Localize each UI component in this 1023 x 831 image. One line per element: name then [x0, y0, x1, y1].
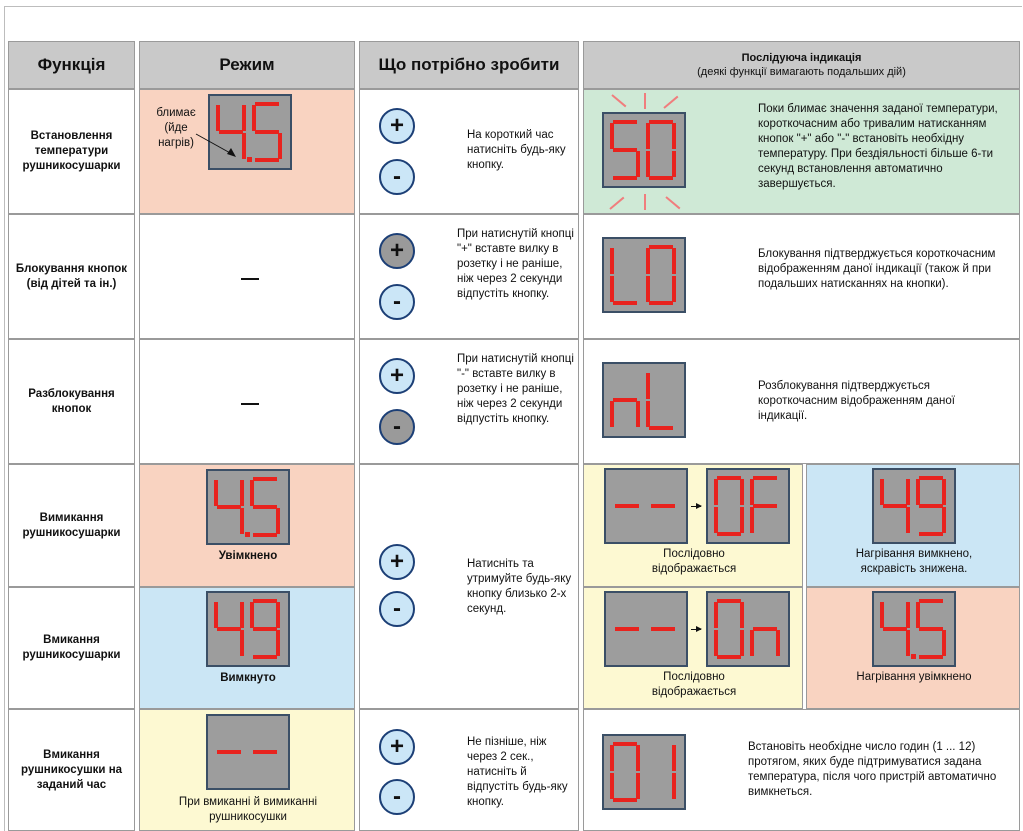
row5-seq-label: Послідовно відображається — [651, 671, 737, 698]
header-mode — [139, 41, 355, 89]
row2-indication-display — [602, 237, 686, 313]
row1-action-text: На короткий час натисніть будь-яку кнопку. — [467, 129, 566, 171]
header-indication-title: Послідуюча індикація — [741, 52, 862, 64]
row2-action-text: При натиснутій кнопці "+" вставте вилку в розетку і не раніше, ніж через 2 секунди відпустіть кнопку. — [457, 228, 574, 300]
row4-result-display — [872, 468, 956, 544]
row5-mode-display — [206, 591, 290, 667]
page-frame-left — [4, 6, 5, 831]
minus-button[interactable]: - — [379, 159, 415, 195]
row6-indication-display — [602, 734, 686, 810]
flash-ray — [611, 94, 626, 107]
row6-indication — [583, 709, 1020, 831]
plus-button[interactable]: + — [379, 233, 415, 269]
row3-mode — [139, 339, 355, 464]
row2-mode-dash — [241, 278, 259, 280]
row3-mode-dash — [241, 403, 259, 405]
row4-indication-result — [806, 464, 1020, 587]
row4-result-display-digits — [874, 470, 954, 542]
row5-function-label: Вмикання рушникосушарки — [22, 634, 121, 661]
row5-seq-display-b-digits — [708, 593, 788, 665]
page-frame-top — [4, 6, 1022, 7]
flash-ray — [663, 96, 678, 109]
row3-action-text: При натиснутій кнопці "-" вставте вилку в розетку і не раніше, ніж через 2 секунди відпустіть кнопку. — [457, 353, 574, 425]
header-indication-subtitle: (деякі функції вимагають подальших дій) — [697, 66, 906, 78]
row5-seq-arrow — [691, 629, 701, 630]
decimal-point — [911, 654, 916, 659]
row4-seq-arrow — [691, 506, 701, 507]
row4-seq-display-a — [604, 468, 688, 544]
row4-mode — [139, 464, 355, 587]
flash-ray — [644, 93, 646, 109]
header-indication — [583, 41, 1020, 89]
row3-function-label: Разблокування кнопок — [28, 387, 115, 415]
row6-mode-display-digits — [208, 716, 288, 788]
row5-seq-display-a-digits — [606, 593, 686, 665]
row3-indication-text: Розблокування підтверджується короткочасним відображенням даної індикації. — [758, 380, 955, 422]
row5-mode-label: Вимкнуто — [220, 672, 276, 684]
row1-indication-display-digits — [604, 114, 684, 186]
row4-function — [8, 464, 135, 587]
row1-mode-label: блимає (йде нагрів) — [156, 107, 196, 149]
row6-indication-display-digits — [604, 736, 684, 808]
row3-indication — [583, 339, 1020, 464]
row4-mode-display — [206, 469, 290, 545]
row1-indication — [583, 89, 1020, 214]
header-action — [359, 41, 579, 89]
row4-mode-display-digits — [208, 471, 288, 543]
row5-function — [8, 587, 135, 709]
row5-mode — [139, 587, 355, 709]
row2-function-label: Блокування кнопок (від дітей та ін.) — [15, 262, 128, 290]
row1-mode-display — [208, 94, 292, 170]
minus-button[interactable]: - — [379, 591, 415, 627]
plus-button[interactable]: + — [379, 108, 415, 144]
header-action-label: Що потрібно зробити — [378, 55, 560, 74]
row6-action — [359, 709, 579, 831]
row5-seq-display-a — [604, 591, 688, 667]
row2-action — [359, 214, 579, 339]
row3-indication-display-digits — [604, 364, 684, 436]
decimal-point — [247, 157, 252, 162]
header-function — [8, 41, 135, 89]
row1-indication-display — [602, 112, 686, 188]
row4-seq-display-b — [706, 468, 790, 544]
flash-ray — [665, 196, 680, 209]
row6-mode-label: При вмиканні й вимиканні рушникосушки — [178, 796, 318, 823]
row1-mode — [139, 89, 355, 214]
row5-seq-display-b — [706, 591, 790, 667]
row1-action — [359, 89, 579, 214]
row1-function — [8, 89, 135, 214]
flash-ray — [609, 197, 624, 210]
row2-indication — [583, 214, 1020, 339]
header-mode-label: Режим — [219, 55, 275, 74]
row2-function — [8, 214, 135, 339]
decimal-point — [245, 532, 250, 537]
row3-action — [359, 339, 579, 464]
minus-button[interactable]: - — [379, 284, 415, 320]
header-function-label: Функція — [37, 55, 106, 74]
flash-ray — [644, 194, 646, 210]
row2-indication-display-digits — [604, 239, 684, 311]
row6-action-text: Не пізніше, ніж через 2 сек., натисніть й відпустіть будь-яку кнопку. — [467, 736, 568, 808]
plus-button[interactable]: + — [379, 729, 415, 765]
row6-indication-text: Встановіть необхідне число годин (1 ... 12) протягом, яких буде підтримуватися задана температура, після чого пристрій автоматично вимкнеться. — [748, 741, 997, 798]
row4-result-label: Нагрівання вимкнено, яскравість знижена. — [855, 548, 973, 575]
row45-action — [359, 464, 579, 709]
row4-seq-display-b-digits — [708, 470, 788, 542]
row2-mode — [139, 214, 355, 339]
minus-button[interactable]: - — [379, 779, 415, 815]
row45-action-text: Натисніть та утримуйте будь-яку кнопку близько 2-х секунд. — [467, 558, 572, 615]
plus-button[interactable]: + — [379, 358, 415, 394]
row5-result-label: Нагрівання увімкнено — [856, 671, 972, 683]
row5-indication-result — [806, 587, 1020, 709]
row5-result-display — [872, 591, 956, 667]
row1-indication-text: Поки блимає значення заданої температури, короткочасним або тривалим натисканням кнопок "+" або "-" встановіть необхідну температуру. При бездіяльності більше 6-ти секунд встановлення автоматично завершується. — [758, 103, 998, 190]
row4-seq-display-a-digits — [606, 470, 686, 542]
row1-function-label: Встановлення температури рушникосушарки — [22, 130, 121, 172]
row5-mode-display-digits — [208, 593, 288, 665]
row5-indication-seq — [583, 587, 803, 709]
row2-indication-text: Блокування підтверджується короткочасним відображенням даної індикації (також й при подальших натисканнях на кнопки). — [758, 248, 996, 290]
row3-function — [8, 339, 135, 464]
row1-mode-display-digits — [210, 96, 290, 168]
row4-function-label: Вимикання рушникосушарки — [22, 511, 121, 539]
row6-function — [8, 709, 135, 831]
row3-indication-display — [602, 362, 686, 438]
row4-indication-seq — [583, 464, 803, 587]
row6-function-label: Вмикання рушникосушки на заданий час — [20, 748, 123, 791]
row4-mode-label: Увімкнено — [218, 550, 278, 562]
row5-result-display-digits — [874, 593, 954, 665]
row4-seq-label: Послідовно відображається — [651, 548, 737, 575]
row6-mode — [139, 709, 355, 831]
row6-mode-display — [206, 714, 290, 790]
plus-button[interactable]: + — [379, 544, 415, 580]
minus-button[interactable]: - — [379, 409, 415, 445]
